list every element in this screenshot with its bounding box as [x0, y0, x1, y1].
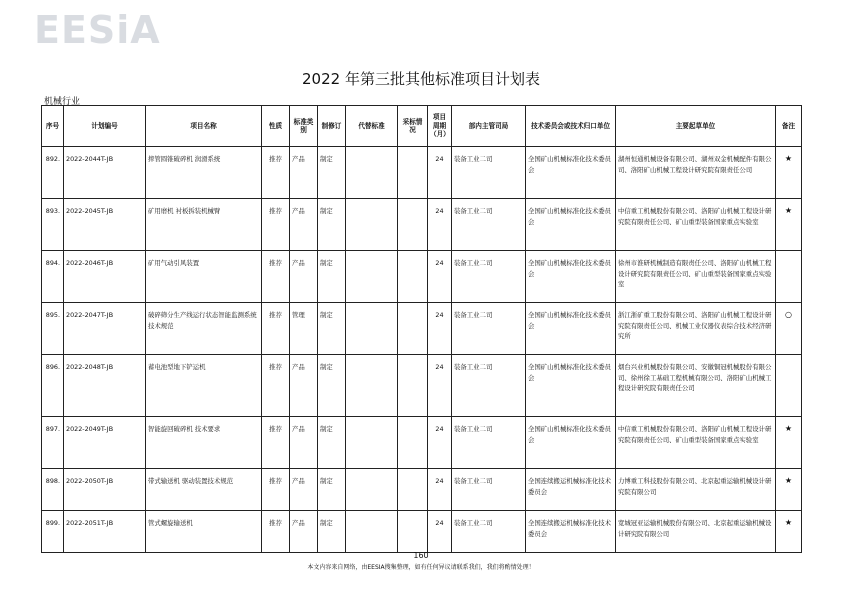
cell-period: 24 — [428, 417, 452, 469]
cell-revise: 制定 — [318, 417, 346, 469]
cell-replaced — [346, 469, 398, 511]
cell-category: 产品 — [290, 417, 318, 469]
cell-adopt — [398, 251, 428, 303]
cell-seq: 895. — [42, 303, 64, 355]
cell-seq: 896. — [42, 355, 64, 417]
cell-committee: 全国矿山机械标准化技术委员会 — [526, 355, 616, 417]
industry-label: 机械行业 — [44, 97, 81, 107]
cell-project-name: 破碎筛分生产线运行状态智能监测系统 技术规范 — [146, 303, 262, 355]
cell-committee: 全国连续搬运机械标准化技术委员会 — [526, 469, 616, 511]
cell-committee: 全国矿山机械标准化技术委员会 — [526, 417, 616, 469]
header-replaced: 代替标准 — [346, 106, 398, 147]
cell-nature: 推荐 — [262, 199, 290, 251]
header-adopt: 采标情况 — [398, 106, 428, 147]
cell-drafter: 徐州市淮研机械制造有限责任公司、洛阳矿山机械工程设计研究院有限责任公司、矿山重型装备国家重点实验室 — [616, 251, 776, 303]
cell-nature: 推荐 — [262, 469, 290, 511]
cell-revise: 制定 — [318, 469, 346, 511]
cell-revise: 制定 — [318, 303, 346, 355]
cell-nature: 推荐 — [262, 511, 290, 553]
cell-committee: 全国连续搬运机械标准化技术委员会 — [526, 511, 616, 553]
cell-category: 产品 — [290, 147, 318, 199]
cell-revise: 制定 — [318, 147, 346, 199]
cell-revise: 制定 — [318, 199, 346, 251]
cell-seq: 897. — [42, 417, 64, 469]
eesia-logo: EESiA — [34, 8, 161, 52]
cell-dept: 装备工业二司 — [452, 469, 526, 511]
cell-remark: ★ — [776, 199, 802, 251]
cell-nature: 推荐 — [262, 303, 290, 355]
table-row — [42, 417, 802, 469]
cell-remark: ★ — [776, 511, 802, 553]
cell-drafter: 烟台兴业机械股份有限公司、安徽铜冠机械股份有限公司、徐州徐工基础工程机械有限公司、洛阳矿山机械工程设计研究院有限责任公司 — [616, 355, 776, 417]
table-row — [42, 147, 802, 199]
cell-nature: 推荐 — [262, 355, 290, 417]
cell-replaced — [346, 251, 398, 303]
cell-drafter: 力博重工科技股份有限公司、北京起重运输机械设计研究院有限公司 — [616, 469, 776, 511]
table-row — [42, 469, 802, 511]
cell-seq: 898. — [42, 469, 64, 511]
cell-replaced — [346, 417, 398, 469]
cell-project-name: 管式螺旋输送机 — [146, 511, 262, 553]
cell-remark — [776, 355, 802, 417]
cell-drafter: 浙江浙矿重工股份有限公司、洛阳矿山机械工程设计研究院有限责任公司、机械工业仪器仪表综合技术经济研究所 — [616, 303, 776, 355]
cell-category: 产品 — [290, 511, 318, 553]
cell-plan-no: 2022-2047T-JB — [64, 303, 146, 355]
table-row — [42, 511, 802, 553]
cell-dept: 装备工业二司 — [452, 147, 526, 199]
cell-revise: 制定 — [318, 511, 346, 553]
cell-project-name: 矿用磨机 衬板拆装机械臂 — [146, 199, 262, 251]
cell-nature: 推荐 — [262, 251, 290, 303]
cell-plan-no: 2022-2050T-JB — [64, 469, 146, 511]
cell-remark: ★ — [776, 147, 802, 199]
cell-revise: 制定 — [318, 355, 346, 417]
cell-period: 24 — [428, 199, 452, 251]
table-row — [42, 355, 802, 417]
cell-plan-no: 2022-2045T-JB — [64, 199, 146, 251]
cell-adopt — [398, 303, 428, 355]
cell-seq: 893. — [42, 199, 64, 251]
cell-plan-no: 2022-2049T-JB — [64, 417, 146, 469]
cell-project-name: 智能旋回破碎机 技术要求 — [146, 417, 262, 469]
cell-project-name: 带式输送机 驱动装置技术规范 — [146, 469, 262, 511]
cell-drafter: 中信重工机械股份有限公司、洛阳矿山机械工程设计研究院有限责任公司、矿山重型装备国家重点实验室 — [616, 417, 776, 469]
cell-period: 24 — [428, 469, 452, 511]
cell-remark: ○ — [776, 303, 802, 355]
cell-remark — [776, 251, 802, 303]
cell-plan-no: 2022-2044T-JB — [64, 147, 146, 199]
cell-drafter: 中信重工机械股份有限公司、洛阳矿山机械工程设计研究院有限责任公司、矿山重型装备国家重点实验室 — [616, 199, 776, 251]
cell-dept: 装备工业二司 — [452, 251, 526, 303]
table-row — [42, 303, 802, 355]
cell-category: 产品 — [290, 251, 318, 303]
cell-replaced — [346, 355, 398, 417]
cell-period: 24 — [428, 303, 452, 355]
header-dept: 部内主管司局 — [452, 106, 526, 147]
cell-committee: 全国矿山机械标准化技术委员会 — [526, 147, 616, 199]
cell-period: 24 — [428, 511, 452, 553]
header-period: 项目周期（月） — [428, 106, 452, 147]
cell-dept: 装备工业二司 — [452, 303, 526, 355]
table-row — [42, 199, 802, 251]
cell-plan-no: 2022-2046T-JB — [64, 251, 146, 303]
cell-period: 24 — [428, 251, 452, 303]
cell-replaced — [346, 511, 398, 553]
header-drafter: 主要起草单位 — [616, 106, 776, 147]
cell-category: 产品 — [290, 355, 318, 417]
page-title: 2022 年第三批其他标准项目计划表 — [302, 70, 540, 88]
cell-dept: 装备工业二司 — [452, 417, 526, 469]
header-plan-no: 计划编号 — [64, 106, 146, 147]
cell-remark: ★ — [776, 469, 802, 511]
header-revise: 制修订 — [318, 106, 346, 147]
cell-seq: 892. — [42, 147, 64, 199]
cell-seq: 894. — [42, 251, 64, 303]
cell-committee: 全国矿山机械标准化技术委员会 — [526, 251, 616, 303]
cell-nature: 推荐 — [262, 417, 290, 469]
cell-drafter: 宽城冠亚运输机械股份有限公司、北京起重运输机械设计研究院有限公司 — [616, 511, 776, 553]
cell-plan-no: 2022-2051T-JB — [64, 511, 146, 553]
cell-committee: 全国矿山机械标准化技术委员会 — [526, 303, 616, 355]
standards-plan-table — [41, 105, 802, 553]
cell-period: 24 — [428, 147, 452, 199]
cell-replaced — [346, 199, 398, 251]
cell-adopt — [398, 147, 428, 199]
cell-adopt — [398, 417, 428, 469]
header-project-name: 项目名称 — [146, 106, 262, 147]
cell-project-name: 蓄电池型地下铲运机 — [146, 355, 262, 417]
table-header-row — [42, 106, 802, 147]
header-committee: 技术委员会或技术归口单位 — [526, 106, 616, 147]
cell-category: 产品 — [290, 199, 318, 251]
cell-nature: 推荐 — [262, 147, 290, 199]
cell-seq: 899. — [42, 511, 64, 553]
cell-dept: 装备工业二司 — [452, 199, 526, 251]
cell-dept: 装备工业二司 — [452, 355, 526, 417]
table-row — [42, 251, 802, 303]
cell-period: 24 — [428, 355, 452, 417]
cell-adopt — [398, 511, 428, 553]
cell-plan-no: 2022-2048T-JB — [64, 355, 146, 417]
cell-revise: 制定 — [318, 251, 346, 303]
cell-project-name: 矿用气动引风装置 — [146, 251, 262, 303]
cell-replaced — [346, 147, 398, 199]
cell-category: 产品 — [290, 469, 318, 511]
cell-adopt — [398, 199, 428, 251]
cell-drafter: 湖州恒通机械设备有限公司、湖州双金机械配件有限公司、洛阳矿山机械工程设计研究院有限责任公司 — [616, 147, 776, 199]
cell-committee: 全国矿山机械标准化技术委员会 — [526, 199, 616, 251]
header-nature: 性质 — [262, 106, 290, 147]
cell-project-name: 摔管圆锥破碎机 润滑系统 — [146, 147, 262, 199]
header-category: 标准类别 — [290, 106, 318, 147]
cell-adopt — [398, 355, 428, 417]
page-number: 160 — [413, 551, 429, 560]
header-seq: 序号 — [42, 106, 64, 147]
cell-dept: 装备工业二司 — [452, 511, 526, 553]
cell-remark: ★ — [776, 417, 802, 469]
footer-note: 本文内容来自网络，由EESIA搜集整理，如有任何异议请联系我们，我们将酌情处理！ — [307, 564, 535, 571]
cell-replaced — [346, 303, 398, 355]
cell-adopt — [398, 469, 428, 511]
header-remark: 备注 — [776, 106, 802, 147]
cell-category: 管理 — [290, 303, 318, 355]
